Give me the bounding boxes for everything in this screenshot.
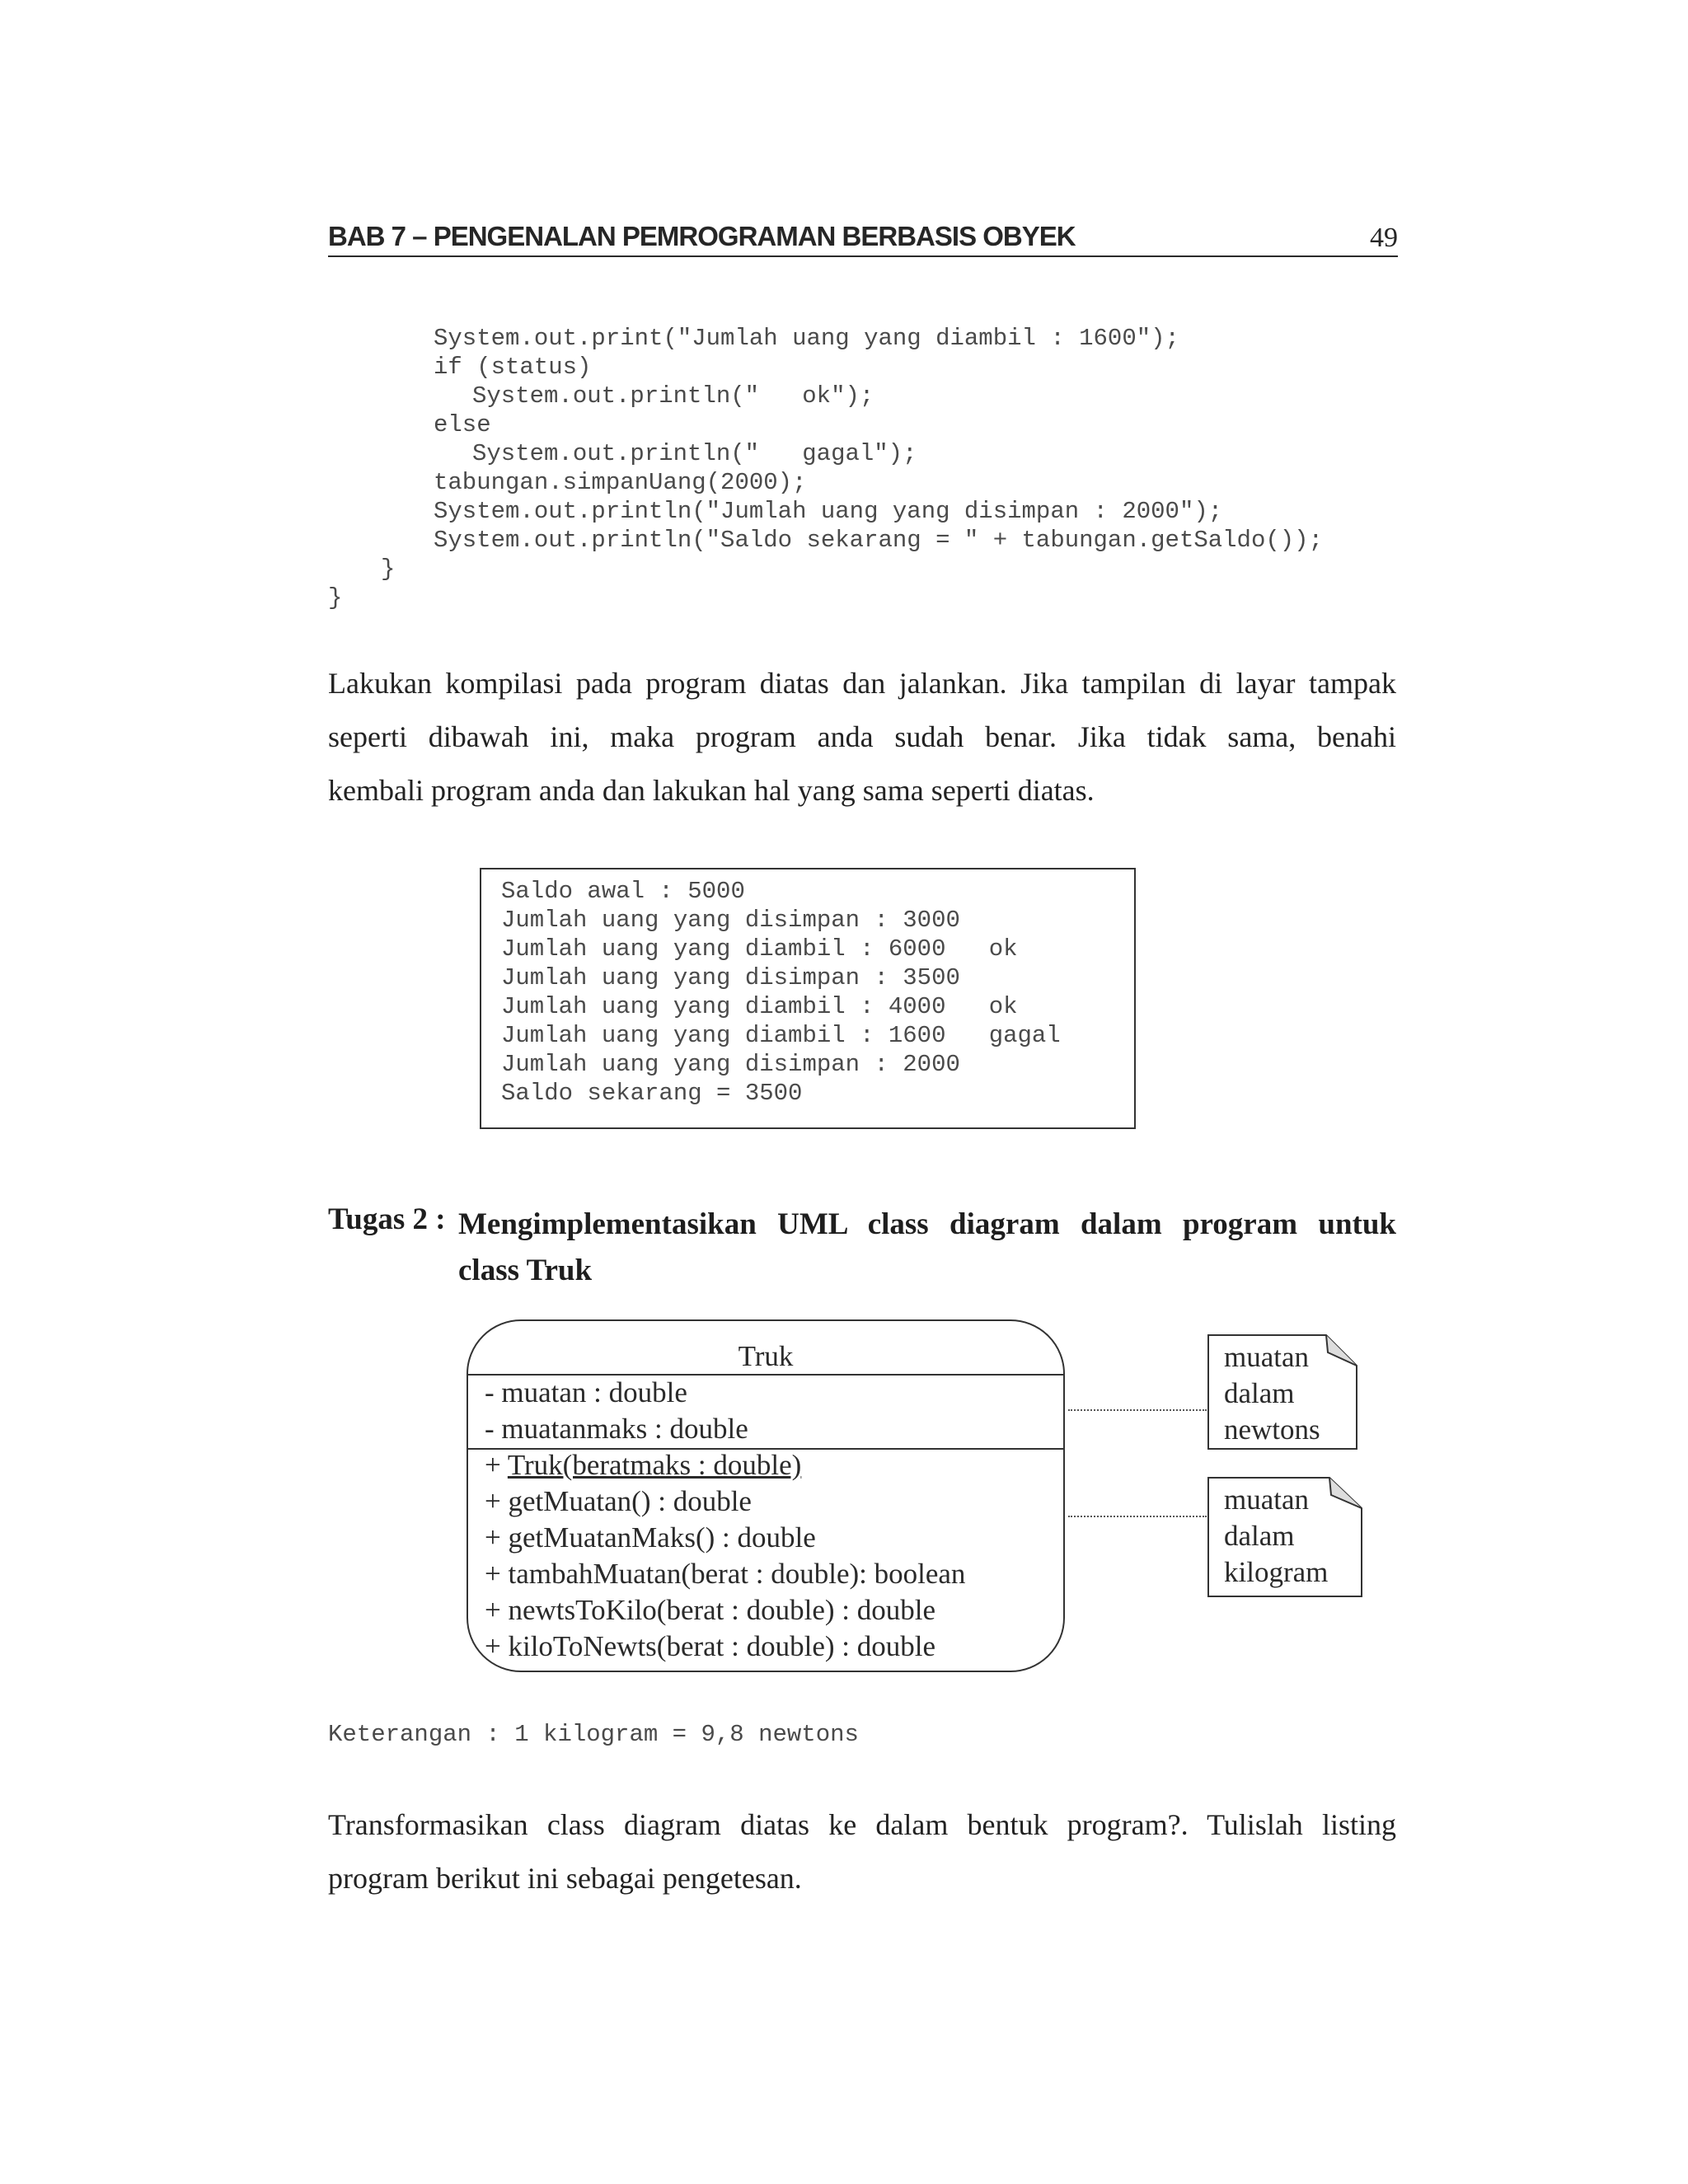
paragraph-line: Lakukan kompilasi pada program diatas dan jalankan. Jika tampilan di layar tampak [328, 667, 1396, 700]
code-line: System.out.print("Jumlah uang yang diambil : 1600"); [434, 325, 1179, 352]
output-line: Jumlah uang yang diambil : 4000 ok [501, 993, 1018, 1020]
page-number: 49 [1370, 223, 1398, 253]
paragraph-line: program berikut ini sebagai pengetesan. [328, 1862, 802, 1895]
output-line: Jumlah uang yang disimpan : 3000 [501, 907, 960, 934]
note-line: newtons [1224, 1413, 1320, 1446]
code-line: System.out.println(" gagal"); [472, 440, 917, 467]
task-label: Tugas 2 : [328, 1202, 446, 1236]
code-line: System.out.println(" ok"); [472, 382, 874, 410]
note-text [1224, 1339, 1320, 1448]
header-rule [328, 255, 1398, 257]
output-line: Saldo sekarang = 3500 [501, 1080, 803, 1107]
note-line: dalam [1224, 1520, 1295, 1552]
note-connector [1068, 1516, 1207, 1517]
uml-method: + tambahMuatan(berat : double): boolean [485, 1558, 966, 1590]
uml-note-muatan [1207, 1334, 1357, 1450]
keterangan-note: Keterangan : 1 kilogram = 9,8 newtons [328, 1721, 859, 1748]
uml-attribute: - muatan : double [485, 1376, 687, 1408]
output-line: Jumlah uang yang disimpan : 3500 [501, 964, 960, 991]
uml-method: + kiloToNewts(berat : double) : double [485, 1630, 936, 1662]
uml-constructor-visibility: + [485, 1449, 508, 1481]
output-line: Jumlah uang yang diambil : 1600 gagal [501, 1022, 1061, 1049]
uml-method: + getMuatan() : double [485, 1485, 752, 1517]
code-line: tabungan.simpanUang(2000); [434, 469, 807, 496]
uml-attribute: - muatanmaks : double [485, 1413, 748, 1445]
output-line: Jumlah uang yang disimpan : 2000 [501, 1051, 960, 1078]
paragraph-line: Transformasikan class diagram diatas ke dalam bentuk program?. Tulislah listing [328, 1808, 1396, 1841]
output-line: Jumlah uang yang diambil : 6000 ok [501, 935, 1018, 963]
uml-method: + newtsToKilo(berat : double) : double [485, 1594, 936, 1626]
note-line: muatan [1224, 1483, 1310, 1516]
code-line: System.out.println("Jumlah uang yang disimpan : 2000"); [434, 498, 1223, 525]
code-line: } [328, 584, 343, 612]
program-output-box [480, 868, 1136, 1129]
note-connector [1068, 1409, 1207, 1411]
paragraph-line: seperti dibawah ini, maka program anda sudah benar. Jika tidak sama, benahi [328, 720, 1396, 753]
paragraph-line: kembali program anda dan lakukan hal yang sama seperti diatas. [328, 774, 1095, 807]
code-line: else [434, 411, 491, 438]
note-text [1224, 1482, 1328, 1591]
uml-method: + getMuatanMaks() : double [485, 1521, 816, 1554]
output-line: Saldo awal : 5000 [501, 878, 745, 905]
task-title-line: class Truk [458, 1254, 593, 1287]
code-line: if (status) [434, 354, 592, 381]
uml-constructor [485, 1447, 801, 1483]
uml-class-name: Truk [738, 1340, 794, 1372]
note-line: kilogram [1224, 1556, 1329, 1588]
code-line: System.out.println("Saldo sekarang = " + tabungan.getSaldo()); [434, 527, 1323, 554]
note-line: muatan [1224, 1341, 1310, 1373]
code-line: } [381, 555, 396, 583]
uml-constructor-signature: Truk(beratmaks : double) [507, 1449, 802, 1481]
uml-note-muatanmaks [1207, 1477, 1362, 1597]
note-line: dalam [1224, 1377, 1295, 1409]
task-title-line: Mengimplementasikan UML class diagram dalam program untuk [458, 1207, 1396, 1241]
chapter-header: BAB 7 – PENGENALAN PEMROGRAMAN BERBASIS OBYEK [328, 221, 1076, 251]
task-title [458, 1202, 1396, 1294]
uml-class-box [467, 1319, 1065, 1672]
